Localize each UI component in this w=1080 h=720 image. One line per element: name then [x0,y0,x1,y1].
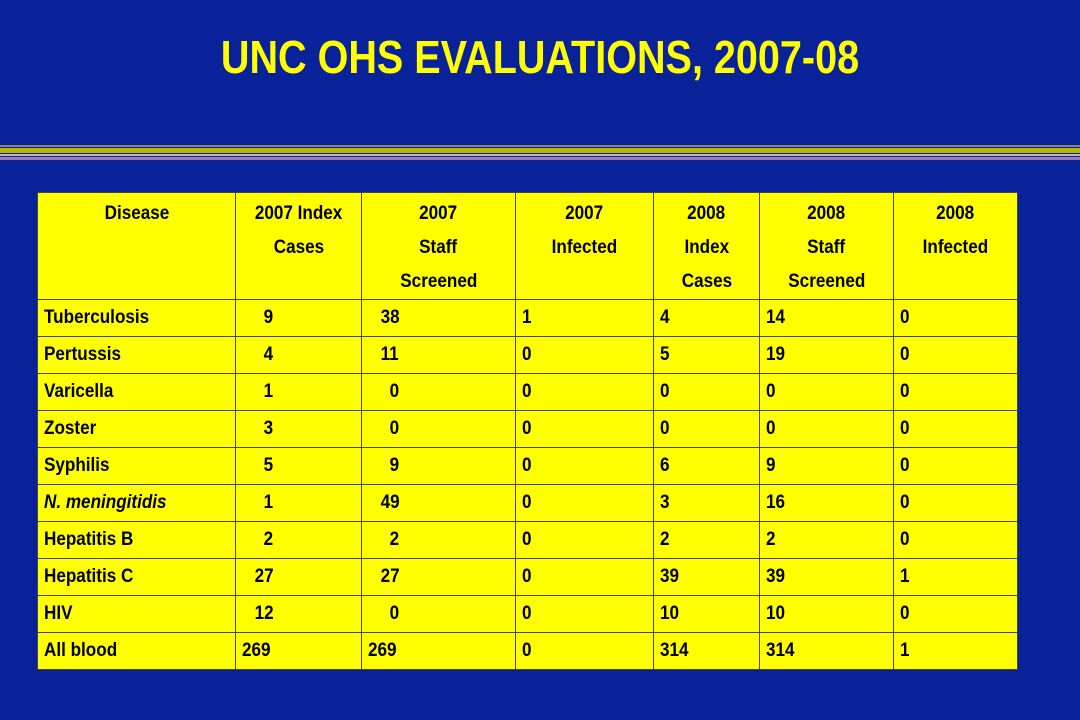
value-cell [362,485,516,522]
cell-text: 0 [766,381,776,402]
cell-text: 27 [380,566,400,587]
value-cell [760,448,894,485]
value-cell [362,596,516,633]
cell-text: Tuberculosis [44,307,150,328]
cell-text: 14 [766,307,786,328]
cell-text: 0 [766,418,776,439]
disease-name-cell [38,300,236,337]
title-divider [0,145,1080,147]
value-cell [654,633,760,670]
header-text: Staff [807,237,846,258]
value-cell [362,633,516,670]
cell-text: 269 [242,640,271,661]
value-cell [516,411,654,448]
cell-text: 269 [368,640,397,661]
cell-text: 1 [900,566,910,587]
header-col-2007-staff-screened [362,193,516,300]
value-cell [362,411,516,448]
value-cell [894,411,1018,448]
value-cell [894,633,1018,670]
cell-text: 0 [522,418,532,439]
header-text: Cases [681,271,732,292]
value-cell [654,596,760,633]
table-body [38,300,1018,670]
cell-text: 0 [389,418,400,439]
value-cell [236,448,362,485]
value-cell [236,596,362,633]
value-cell [760,633,894,670]
value-cell [236,337,362,374]
cell-text: 0 [522,529,532,550]
table-row [38,411,1018,448]
cell-text: N. meningitidis [44,492,167,513]
cell-text: 5 [660,344,670,365]
value-cell [654,559,760,596]
header-col-2008-index-cases [654,193,760,300]
cell-text: 10 [660,603,680,624]
table-row [38,633,1018,670]
value-cell [516,374,654,411]
header-col-2007-index-cases [236,193,362,300]
cell-text: 49 [380,492,400,513]
value-cell [760,559,894,596]
value-cell [236,559,362,596]
header-text: Infected [922,237,989,258]
cell-text: 0 [389,381,400,402]
cell-text: 1 [263,492,274,513]
cell-text: 0 [522,492,532,513]
cell-text: 19 [766,344,786,365]
cell-text: 1 [522,307,532,328]
value-cell [362,559,516,596]
cell-text: 4 [660,307,670,328]
value-cell [516,596,654,633]
cell-text: 2 [766,529,776,550]
header-text: Screened [787,271,865,292]
header-text: Disease [104,203,169,224]
cell-text: 1 [263,381,274,402]
cell-text: 0 [900,307,910,328]
value-cell [760,411,894,448]
value-cell [236,300,362,337]
value-cell [236,522,362,559]
cell-text: All blood [44,640,118,661]
cell-text: 39 [766,566,786,587]
cell-text: 0 [660,381,670,402]
cell-text: 38 [380,307,400,328]
title-divider [0,154,1080,156]
header-text: Staff [419,237,458,258]
cell-text: 0 [900,418,910,439]
cell-text: 0 [522,603,532,624]
cell-text: 9 [389,455,400,476]
cell-text: 0 [900,529,910,550]
value-cell [894,485,1018,522]
cell-text: Hepatitis C [44,566,134,587]
title-divider [0,157,1080,160]
disease-name-cell [38,374,236,411]
cell-text: 0 [660,418,670,439]
header-text: Screened [399,271,477,292]
header-text: 2007 [565,203,604,224]
value-cell [894,300,1018,337]
slide-title: UNC OHS EVALUATIONS, 2007-08 [220,31,860,83]
title-divider [0,148,1080,153]
value-cell [362,448,516,485]
value-cell [894,337,1018,374]
value-cell [760,300,894,337]
header-col-2008-staff-screened [760,193,894,300]
value-cell [516,559,654,596]
value-cell [654,337,760,374]
value-cell [894,559,1018,596]
header-text: 2007 Index [254,203,343,224]
cell-text: 0 [389,603,400,624]
cell-text: 6 [660,455,670,476]
value-cell [516,522,654,559]
value-cell [362,522,516,559]
value-cell [894,522,1018,559]
value-cell [760,337,894,374]
value-cell [362,300,516,337]
value-cell [236,411,362,448]
value-cell [654,300,760,337]
cell-text: 0 [900,603,910,624]
value-cell [654,522,760,559]
cell-text: Syphilis [44,455,110,476]
cell-text: 0 [900,344,910,365]
header-text: 2008 [687,203,726,224]
table-row [38,559,1018,596]
header-text: Cases [273,237,324,258]
cell-text: 11 [380,344,399,365]
disease-name-cell [38,522,236,559]
cell-text: 0 [522,455,532,476]
cell-text: 0 [522,640,532,661]
disease-name-cell [38,448,236,485]
value-cell [760,522,894,559]
cell-text: Zoster [44,418,97,439]
value-cell [516,485,654,522]
value-cell [654,448,760,485]
cell-text: Varicella [44,381,114,402]
table-row [38,596,1018,633]
cell-text: Pertussis [44,344,121,365]
cell-text: 12 [254,603,274,624]
value-cell [894,596,1018,633]
value-cell [236,633,362,670]
header-text: Infected [551,237,618,258]
value-cell [362,337,516,374]
table-row [38,448,1018,485]
header-col-2007-infected [516,193,654,300]
value-cell [760,374,894,411]
cell-text: 27 [254,566,274,587]
cell-text: 314 [660,640,689,661]
cell-text: HIV [44,603,73,624]
header-col-2008-infected [894,193,1018,300]
cell-text: 0 [900,492,910,513]
value-cell [894,448,1018,485]
cell-text: 0 [900,381,910,402]
table-row [38,485,1018,522]
disease-name-cell [38,633,236,670]
table-row [38,374,1018,411]
table-header-row [38,193,1018,300]
value-cell [236,485,362,522]
value-cell [362,374,516,411]
cell-text: 0 [900,455,910,476]
table-row [38,300,1018,337]
value-cell [894,374,1018,411]
table-row [38,522,1018,559]
cell-text: 10 [766,603,786,624]
cell-text: 0 [522,344,532,365]
header-col-disease [38,193,236,300]
cell-text: 4 [263,344,274,365]
cell-text: 2 [263,529,274,550]
header-text: 2008 [936,203,975,224]
header-text: Index [684,237,729,258]
value-cell [760,596,894,633]
value-cell [516,337,654,374]
disease-name-cell [38,337,236,374]
cell-text: 5 [263,455,274,476]
cell-text: 2 [660,529,670,550]
table-row [38,337,1018,374]
cell-text: 0 [522,381,532,402]
disease-name-cell [38,411,236,448]
evaluations-table [37,192,1018,670]
value-cell [654,411,760,448]
value-cell [760,485,894,522]
cell-text: 314 [766,640,795,661]
value-cell [516,300,654,337]
cell-text: 1 [900,640,910,661]
cell-text: 16 [766,492,786,513]
disease-name-cell [38,596,236,633]
value-cell [516,448,654,485]
value-cell [516,633,654,670]
header-text: 2007 [419,203,458,224]
value-cell [654,485,760,522]
value-cell [654,374,760,411]
cell-text: 3 [263,418,274,439]
cell-text: 9 [263,307,274,328]
cell-text: 39 [660,566,680,587]
cell-text: Hepatitis B [44,529,134,550]
disease-name-cell [38,485,236,522]
cell-text: 3 [660,492,670,513]
cell-text: 0 [522,566,532,587]
disease-name-cell [38,559,236,596]
value-cell [236,374,362,411]
cell-text: 9 [766,455,776,476]
cell-text: 2 [389,529,400,550]
header-text: 2008 [807,203,846,224]
